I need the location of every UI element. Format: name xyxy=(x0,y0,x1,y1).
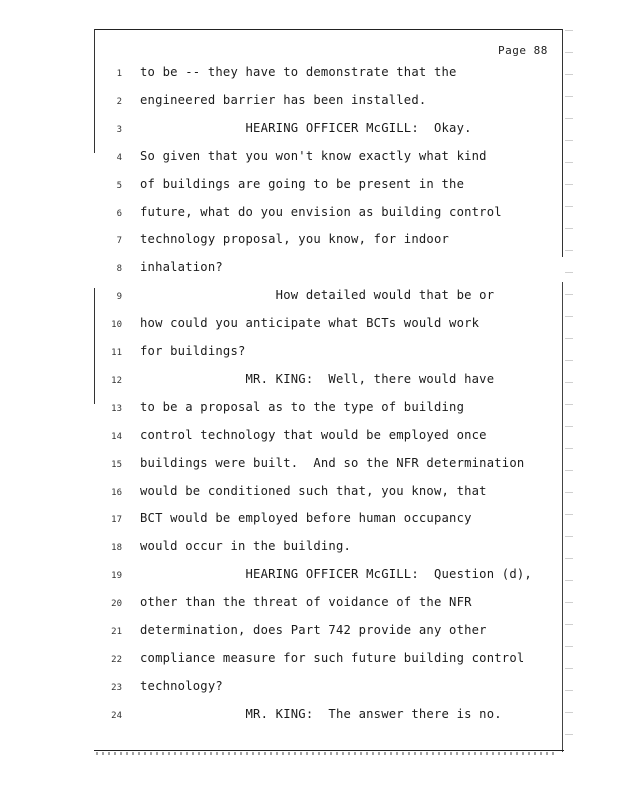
transcript-line xyxy=(0,707,618,727)
transcript-line xyxy=(0,149,618,169)
line-number: 7 xyxy=(116,236,122,247)
transcript-line xyxy=(0,260,618,280)
transcript-line xyxy=(0,456,618,476)
line-text: future, what do you envision as building control xyxy=(140,204,502,219)
line-number: 5 xyxy=(116,180,122,191)
transcript-line xyxy=(0,623,618,643)
transcript-line xyxy=(0,484,618,504)
line-text: technology? xyxy=(140,678,223,693)
transcript-line xyxy=(0,539,618,559)
line-text: for buildings? xyxy=(140,344,246,358)
transcript-line xyxy=(0,316,618,336)
line-text: other than the threat of voidance of the NFR xyxy=(140,595,472,610)
line-number: 20 xyxy=(111,599,122,610)
transcript-line xyxy=(0,344,618,364)
line-text: would occur in the building. xyxy=(140,539,352,554)
line-text: to be -- they have to demonstrate that the xyxy=(140,65,457,79)
line-text: determination, does Part 742 provide any other xyxy=(140,623,487,637)
line-text: inhalation? xyxy=(140,260,223,275)
line-number: 14 xyxy=(111,431,122,442)
line-text: How detailed would that be or xyxy=(140,288,495,303)
line-number: 23 xyxy=(111,682,122,693)
line-text: BCT would be employed before human occupancy xyxy=(140,511,472,526)
line-text: technology proposal, you know, for indoor xyxy=(140,232,450,247)
page-number: Page 88 xyxy=(498,44,548,57)
line-number: 8 xyxy=(116,264,122,275)
line-text: MR. KING: Well, there would have xyxy=(140,371,495,386)
line-text: how could you anticipate what BCTs would work xyxy=(140,316,480,331)
line-number: 1 xyxy=(116,69,122,79)
line-text: of buildings are going to be present in the xyxy=(140,176,465,191)
transcript-line xyxy=(0,65,618,85)
line-number: 12 xyxy=(111,375,122,386)
line-number: 6 xyxy=(116,208,122,219)
transcript-line xyxy=(0,567,618,587)
line-text: MR. KING: The answer there is no. xyxy=(140,706,502,721)
line-number: 3 xyxy=(116,124,122,135)
line-text: engineered barrier has been installed. xyxy=(140,92,427,107)
line-number: 19 xyxy=(111,571,122,582)
line-number: 18 xyxy=(111,543,122,554)
transcript-line xyxy=(0,595,618,615)
line-number: 21 xyxy=(111,627,122,637)
transcript-line xyxy=(0,400,618,420)
line-text: compliance measure for such future building control xyxy=(140,650,525,665)
line-text: HEARING OFFICER McGILL: Okay. xyxy=(140,120,472,135)
transcript-line xyxy=(0,288,618,308)
line-number: 22 xyxy=(111,654,122,665)
transcript-line xyxy=(0,177,618,197)
transcript-line xyxy=(0,205,618,225)
line-text: HEARING OFFICER McGILL: Question (d), xyxy=(140,567,532,582)
line-text: buildings were built. And so the NFR determination xyxy=(140,455,525,470)
line-number: 17 xyxy=(111,515,122,526)
line-text: to be a proposal as to the type of building xyxy=(140,399,465,414)
transcript-line xyxy=(0,232,618,252)
line-number: 2 xyxy=(116,96,122,107)
line-number: 24 xyxy=(111,710,122,721)
line-number: 16 xyxy=(111,487,122,498)
transcript-line xyxy=(0,679,618,699)
line-number: 4 xyxy=(116,152,122,163)
transcript-line xyxy=(0,121,618,141)
transcript-line xyxy=(0,511,618,531)
line-number: 10 xyxy=(111,320,122,331)
line-number: 13 xyxy=(111,403,122,414)
transcript-line xyxy=(0,372,618,392)
line-number: 11 xyxy=(111,348,122,358)
transcript-line xyxy=(0,651,618,671)
transcript-line xyxy=(0,93,618,113)
line-text: would be conditioned such that, you know, that xyxy=(140,483,487,498)
line-text: So given that you won't know exactly what kind xyxy=(140,148,487,163)
transcript-line xyxy=(0,428,618,448)
line-number: 9 xyxy=(116,292,122,303)
line-number: 15 xyxy=(111,459,122,470)
line-text: control technology that would be employed once xyxy=(140,427,487,442)
